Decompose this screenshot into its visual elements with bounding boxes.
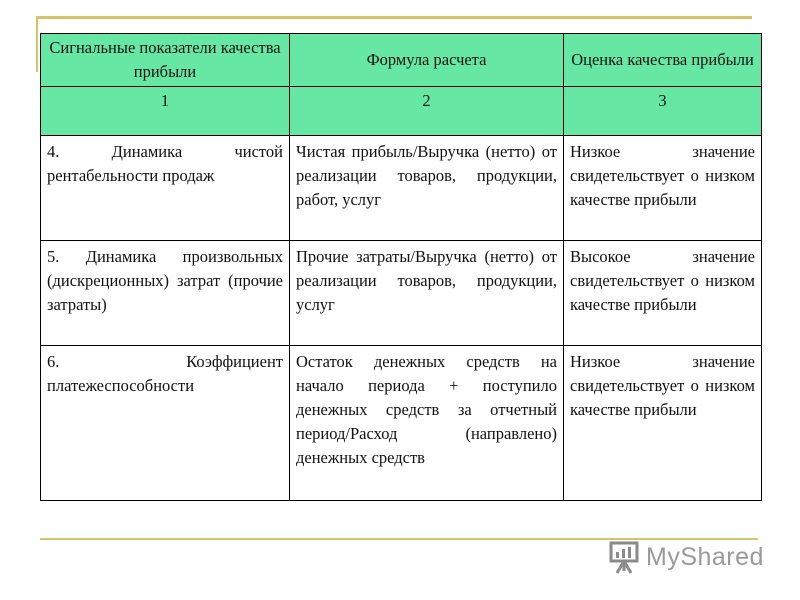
top-accent-line: [36, 16, 752, 19]
formula-cell: Остаток денежных средств на начало периода + поступило денежных средств за отчетный период/Расход (направлено) денежных средств: [290, 346, 564, 501]
assessment-cell: Низкое значение свидетельствует о низком качестве прибыли: [564, 136, 762, 241]
table-row: [41, 346, 762, 501]
left-accent-line: [36, 16, 38, 72]
table-row: [41, 136, 762, 241]
table-row: [41, 241, 762, 346]
table-header-row: [41, 34, 762, 87]
profit-quality-table: [40, 33, 762, 501]
formula-cell: Прочие затраты/Выручка (нетто) от реализации товаров, продукции, услуг: [290, 241, 564, 346]
column-number-1: 1: [41, 87, 290, 136]
header-formula: Формула расчета: [290, 34, 564, 87]
watermark-text: MyShared: [646, 542, 764, 571]
formula-cell: Чистая прибыль/Выручка (нетто) от реализации товаров, продукции, работ, услуг: [290, 136, 564, 241]
column-number-2: 2: [290, 87, 564, 136]
indicator-cell: 5. Динамика произвольных (дискреционных) затрат (прочие затраты): [41, 241, 290, 346]
watermark-logo: [608, 537, 764, 577]
assessment-cell: Высокое значение свидетельствует о низком качестве прибыли: [564, 241, 762, 346]
header-assessment: Оценка качества прибыли: [564, 34, 762, 87]
header-indicators: Сигнальные показатели качества прибыли: [41, 34, 290, 87]
column-number-3: 3: [564, 87, 762, 136]
presentation-board-icon: [608, 539, 642, 575]
indicator-cell: 6. Коэффициент платежеспособности: [41, 346, 290, 501]
indicator-cell: 4. Динамика чистой рентабельности продаж: [41, 136, 290, 241]
table-number-row: [41, 87, 762, 136]
assessment-cell: Низкое значение свидетельствует о низком качестве прибыли: [564, 346, 762, 501]
